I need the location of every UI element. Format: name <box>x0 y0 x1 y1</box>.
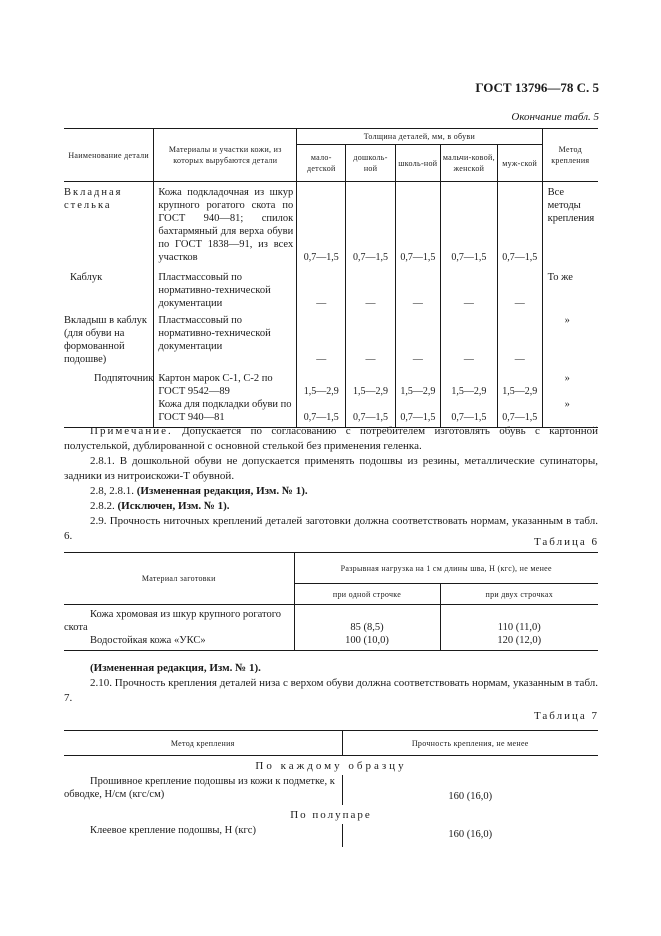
t5-head-col: мало-детской <box>297 145 346 182</box>
note-text: Допускается по согласованию с потребителем изготовлять обувь с картонной полустелькой, дублированной с основной стелькой без применения геленка. <box>64 425 599 452</box>
t6-two: 110 (11,0) <box>440 605 598 635</box>
paragraph-number: 2.8, 2.8.1. <box>90 485 134 497</box>
t5-value: — <box>440 264 497 310</box>
t5-head-col: дошколь-ной <box>346 145 395 182</box>
t5-value: 1,5—2,9 <box>297 366 346 398</box>
t5-material: Пластмассовый по нормативно-технической документации <box>154 264 297 310</box>
t5-head-col: муж-ской <box>497 145 542 182</box>
t5-value: 0,7—1,5 <box>440 182 497 265</box>
t5-value: 0,7—1,5 <box>497 398 542 428</box>
t5-value: — <box>440 310 497 366</box>
table6-caption: Таблица 6 <box>533 536 599 548</box>
table-row <box>64 310 598 366</box>
t7-section: По каждому образцу <box>255 760 407 772</box>
t5-name: Вкладыш в каблук (для обуви на формованной подошве) <box>64 315 147 365</box>
change-note: (Измененная редакция, Изм. № 1). <box>90 662 261 674</box>
table-row <box>64 182 598 265</box>
t7-value: 160 (16,0) <box>342 775 598 805</box>
t5-value: 0,7—1,5 <box>440 398 497 428</box>
t5-value: 0,7—1,5 <box>395 398 440 428</box>
change-note: (Измененная редакция, Изм. № 1). <box>136 485 308 497</box>
t5-name: Каблук <box>70 272 103 283</box>
t5-value: 1,5—2,9 <box>440 366 497 398</box>
table-row <box>64 634 598 651</box>
t5-material: Кожа подкладочная из шкур крупного рогатого скота по ГОСТ 940—81; спилок бахтармяный для верха обуви по ГОСТ 1838—91, из всех участков <box>154 182 297 265</box>
table6 <box>64 552 598 651</box>
t5-method: » <box>542 366 598 398</box>
t6-two: 120 (12,0) <box>440 634 598 651</box>
page-header: ГОСТ 13796—78 С. 5 <box>475 80 599 95</box>
t5-head-method: Метод крепления <box>542 129 598 182</box>
table7-caption: Таблица 7 <box>533 710 599 722</box>
paragraph-number: 2.8.2. <box>90 500 115 512</box>
t5-value: 0,7—1,5 <box>297 182 346 265</box>
t5-value: — <box>346 310 395 366</box>
t5-material: Пластмассовый по нормативно-технической документации <box>154 310 297 366</box>
t6-head-one: при одной строчке <box>294 584 440 605</box>
t5-value: 0,7—1,5 <box>346 398 395 428</box>
change-note: (Исключен, Изм. № 1). <box>117 500 230 512</box>
t5-material: Картон марок С-1, С-2 по ГОСТ 9542—89 <box>154 366 297 398</box>
table-row <box>64 824 598 847</box>
t5-name: Вкладная стелька <box>64 187 123 211</box>
t5-head-name: Наименование детали <box>64 129 154 182</box>
t5-head-material: Материалы и участки кожи, из которых вырубаются детали <box>154 129 297 182</box>
t5-value: 1,5—2,9 <box>395 366 440 398</box>
paragraph-2-9: 2.9. Прочность ниточных креплений деталей заготовки должна соответствовать нормам, указанным в табл. 6. <box>64 515 598 542</box>
t6-head-load: Разрывная нагрузка на 1 см длины шва, Н (кгс), не менее <box>294 553 598 584</box>
t6-one: 85 (8,5) <box>294 605 440 635</box>
table-row <box>64 775 598 805</box>
paragraph-2-8-1: 2.8.1. В дошкольной обуви не допускается применять подошвы из резины, металлические супинаторы, задники из нитроискожи-Т обувной. <box>64 455 598 482</box>
t5-value: — <box>497 310 542 366</box>
paragraph-2-10: 2.10. Прочность крепления деталей низа с верхом обуви должна соответствовать нормам, указанным в табл. 7. <box>64 677 598 704</box>
table-row <box>64 805 598 824</box>
paragraph-2-8-2 <box>64 499 598 514</box>
t5-value: 0,7—1,5 <box>346 182 395 265</box>
t5-value: — <box>497 264 542 310</box>
t5-value: — <box>346 264 395 310</box>
note <box>64 424 598 454</box>
t5-method: » <box>542 310 598 366</box>
t5-head-thickness: Толщина деталей, мм, в обуви <box>297 129 542 145</box>
t5-value: — <box>297 264 346 310</box>
t5-value: — <box>395 310 440 366</box>
t6-one: 100 (10,0) <box>294 634 440 651</box>
t5-value: — <box>395 264 440 310</box>
t7-method: Прошивное крепление подошвы из кожи к подметке, к обводке, Н/см (кгс/см) <box>64 776 335 800</box>
t5-head-col: школь-ной <box>395 145 440 182</box>
table5-caption: Окончание табл. 5 <box>511 111 599 123</box>
t5-value: 1,5—2,9 <box>346 366 395 398</box>
t7-method: Клеевое крепление подошвы, Н (кгс) <box>90 825 256 836</box>
table-row <box>64 756 598 776</box>
t5-value: 1,5—2,9 <box>497 366 542 398</box>
t5-method: Все методы крепления <box>542 182 598 265</box>
t5-value: — <box>297 310 346 366</box>
t5-value: 0,7—1,5 <box>297 398 346 428</box>
table-row <box>64 264 598 310</box>
t6-head-material: Материал заготовки <box>64 553 294 605</box>
t6-material: Водостойкая кожа «УКС» <box>90 635 206 646</box>
paragraph-2-8-change <box>64 484 598 499</box>
t5-head-col: мальчи-ковой, женской <box>440 145 497 182</box>
t5-method: » <box>542 398 598 428</box>
t6-material: Кожа хромовая из шкур крупного рогатого скота <box>64 609 282 633</box>
t5-method: То же <box>542 264 598 310</box>
t5-name: Подпяточник <box>94 373 154 384</box>
table-row <box>64 366 598 398</box>
t6-head-two: при двух строчках <box>440 584 598 605</box>
table7 <box>64 730 598 847</box>
t5-value: 0,7—1,5 <box>395 182 440 265</box>
t5-material: Кожа для подкладки обуви по ГОСТ 940—81 <box>154 398 297 428</box>
t7-section: По полупаре <box>290 809 372 821</box>
t7-head-strength: Прочность крепления, не менее <box>342 731 598 756</box>
table-row <box>64 605 598 635</box>
table5 <box>64 128 598 428</box>
note-label: Примечание. <box>90 425 173 437</box>
t5-value: 0,7—1,5 <box>497 182 542 265</box>
t7-head-method: Метод крепления <box>64 731 342 756</box>
t7-value: 160 (16,0) <box>342 824 598 847</box>
